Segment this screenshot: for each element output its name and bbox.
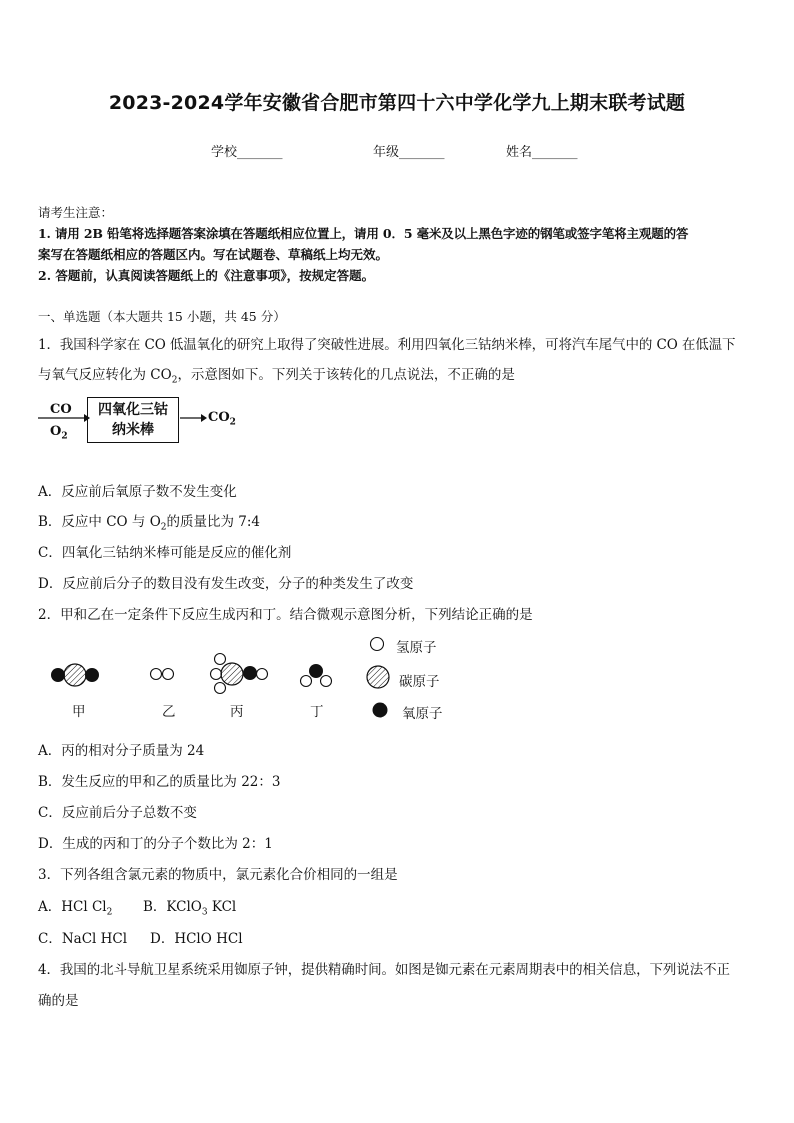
q1-output-co2 bbox=[208, 410, 236, 428]
q2-stem: 2．甲和乙在一定条件下反应生成丙和丁。结合微观示意图分析，下列结论正确的是 bbox=[38, 607, 533, 623]
q1-output-arrow bbox=[180, 412, 208, 424]
q3-option-a-sub: 2 bbox=[106, 907, 113, 918]
q1-input-co: CO bbox=[50, 402, 72, 417]
q1-box-line-2: 纳米棒 bbox=[112, 422, 154, 438]
q1-co2-main: CO bbox=[208, 410, 230, 425]
q1-o2-main: O bbox=[50, 424, 62, 439]
carbon-atom-icon bbox=[367, 666, 389, 688]
q1-stem-line-2 bbox=[38, 363, 515, 386]
q1-stem-sub: 2 bbox=[171, 375, 178, 386]
q2-legend-oxygen: 氧原子 bbox=[402, 706, 443, 722]
q1-stem-line-1: 1．我国科学家在 CO 低温氧化的研究上取得了突破性进展。利用四氧化三钴纳米棒，可将汽车尾气中的 CO 在低温下 bbox=[38, 337, 736, 353]
q4-stem-line-1: 4．我国的北斗导航卫星系统采用铷原子钟，提供精确时间。如图是铷元素在元素周期表中的相关信息，下列说法不正 bbox=[38, 962, 730, 978]
q1-stem-text: 与氧气反应转化为 CO bbox=[38, 367, 172, 383]
q3-option-a bbox=[38, 895, 112, 918]
molecule-yi bbox=[151, 669, 174, 680]
q2-legend-carbon: 碳原子 bbox=[399, 674, 440, 690]
notice-item-1-line-2: 案写在答题纸相应的答题区内。写在试题卷、草稿纸上均无效。 bbox=[38, 247, 389, 262]
q1-option-a: A．反应前后氧原子数不发生变化 bbox=[38, 484, 237, 500]
q1-co2-sub: 2 bbox=[229, 417, 236, 428]
q1-option-d: D．反应前后分子的数目没有发生改变，分子的种类发生了改变 bbox=[38, 576, 414, 592]
q2-label-ding: 丁 bbox=[310, 704, 324, 720]
notice-item-2: 2. 答题前，认真阅读答题纸上的《注意事项》，按规定答题。 bbox=[38, 268, 375, 283]
q1-option-c: C．四氧化三钴纳米棒可能是反应的催化剂 bbox=[38, 545, 292, 561]
school-field: 学校_______ bbox=[211, 145, 283, 160]
q2-option-b: B．发生反应的甲和乙的质量比为 22：3 bbox=[38, 774, 281, 790]
grade-field: 年级_______ bbox=[373, 145, 445, 160]
q3-option-b-text: B．KClO bbox=[143, 899, 202, 915]
oxygen-atom-icon bbox=[373, 703, 388, 718]
q2-option-c: C．反应前后分子总数不变 bbox=[38, 805, 197, 821]
page-title: 2023-2024学年安徽省合肥市第四十六中学化学九上期末联考试题 bbox=[108, 92, 686, 114]
q1-option-b-text-2: 的质量比为 7:4 bbox=[166, 514, 261, 530]
q1-catalyst-box bbox=[87, 397, 179, 443]
q3-option-d: D．HClO HCl bbox=[150, 931, 243, 947]
q1-box-line-1: 四氧化三钴 bbox=[98, 402, 168, 418]
q2-legend-hydrogen: 氢原子 bbox=[396, 640, 437, 656]
q3-stem: 3．下列各组含氯元素的物质中，氯元素化合价相同的一组是 bbox=[38, 867, 398, 883]
q1-option-b-sub: 2 bbox=[160, 522, 167, 533]
q2-label-jia: 甲 bbox=[72, 704, 86, 720]
q3-option-c: C．NaCl HCl bbox=[38, 931, 128, 947]
notice-item-1-line-1: 1. 请用 2B 铅笔将选择题答案涂填在答题纸相应位置上，请用 0．5 毫米及以上黑色字迹的钢笔或签字笔将主观题的答 bbox=[38, 226, 689, 241]
section-heading: 一、单选题（本大题共 15 小题，共 45 分） bbox=[38, 309, 286, 324]
q1-option-b-text: B．反应中 CO 与 O bbox=[38, 514, 161, 530]
molecule-jia bbox=[51, 664, 99, 686]
q1-stem-text-2: ，示意图如下。下列关于该转化的几点说法，不正确的是 bbox=[177, 367, 515, 383]
notice-heading: 请考生注意： bbox=[38, 205, 114, 220]
q3-option-b-text-2: KCl bbox=[207, 899, 237, 915]
q3-option-b-sub: 3 bbox=[201, 907, 208, 918]
q2-label-bing: 丙 bbox=[230, 704, 244, 720]
q2-option-d: D．生成的丙和丁的分子个数比为 2：1 bbox=[38, 836, 273, 852]
q1-input-arrow bbox=[38, 412, 90, 424]
q3-option-a-text: A．HCl Cl bbox=[38, 899, 107, 915]
hydrogen-atom-icon bbox=[371, 638, 384, 651]
molecule-ding bbox=[301, 664, 332, 687]
q2-legend-symbols bbox=[360, 632, 400, 722]
q1-input-o2 bbox=[50, 424, 68, 442]
q4-stem-line-2: 确的是 bbox=[38, 993, 79, 1009]
q1-option-b bbox=[38, 510, 260, 533]
molecule-bing bbox=[211, 654, 268, 694]
q2-option-a: A．丙的相对分子质量为 24 bbox=[38, 743, 205, 759]
q1-o2-sub: 2 bbox=[61, 431, 68, 442]
q3-option-b bbox=[143, 895, 236, 918]
name-field: 姓名_______ bbox=[506, 145, 578, 160]
q2-label-yi: 乙 bbox=[162, 704, 176, 720]
